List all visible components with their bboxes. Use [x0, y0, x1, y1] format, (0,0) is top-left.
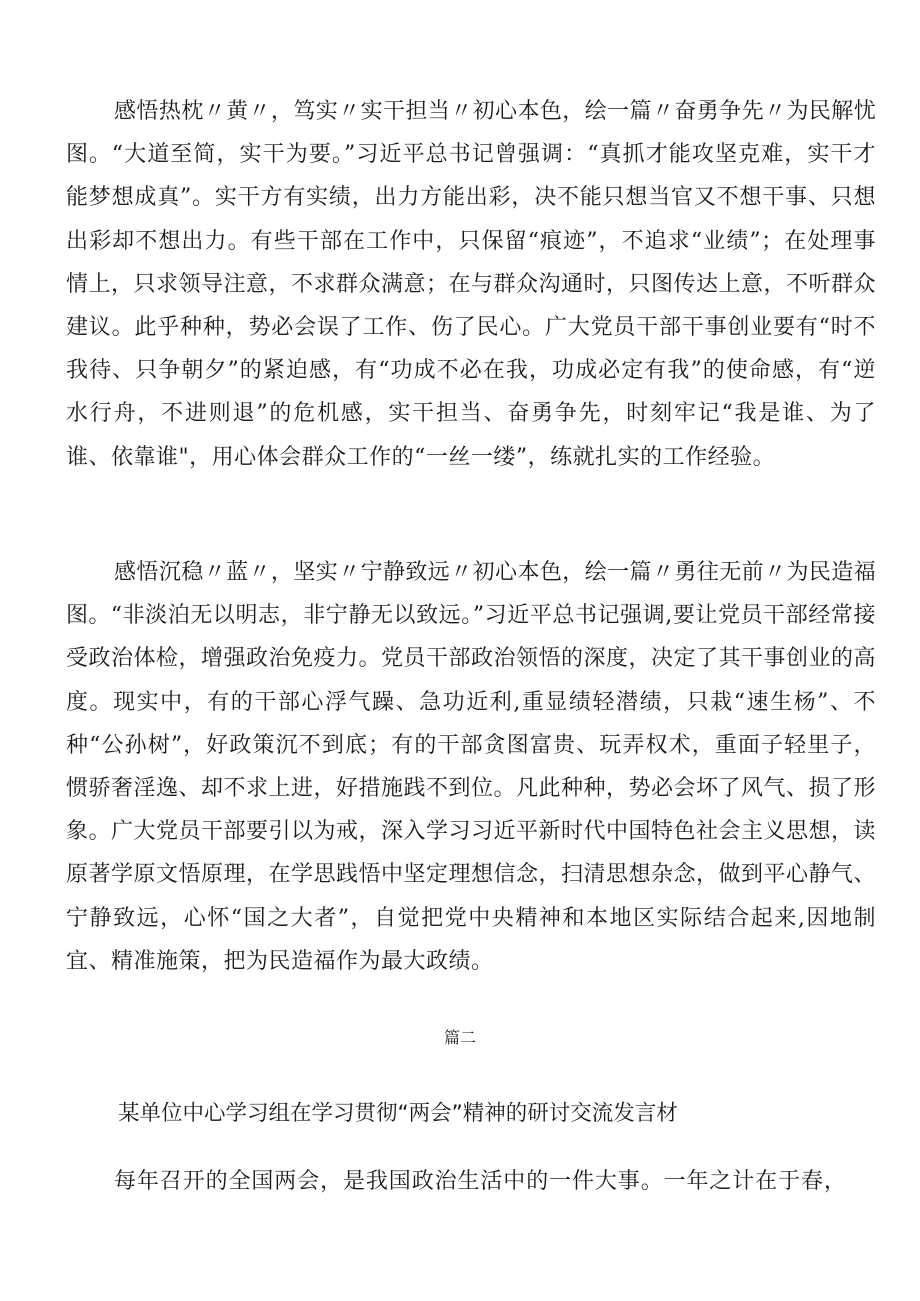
- closing-paragraph: 每年召开的全国两会，是我国政治生活中的一件大事。一年之计在于春，: [114, 1169, 847, 1194]
- paragraph-2-body: “非淡泊无以明志，非宁静无以致远。”习近平总书记强调,要让党员干部经常接受政治体检，增强政治免疫力。党员干部政治领悟的深度，决定了其干事创业的高度。现实中，有的干部心浮气躁、急功近利,重显绩轻潜绩，只栽“速生杨”、不种“公孙树”，好政策沉不到底；有的干部贪图富贵、玩弄权术，重面子轻里子，惯骄奢淫逸、却不求上进，好措施践不到位。凡此种种，势必会坏了风气、损了形象。广大党员干部要引以为戒，深入学习习近平新时代中国特色社会主义思想，读原著学原文悟原理，在学思践悟中坚定理想信念，扫清思想杂念，做到平心静气、宁静致远，心怀“国之大者”，自觉把党中央精神和本地区实际结合起来,因地制宜、精准施策，把为民造福作为最大政绩。: [66, 603, 877, 974]
- paragraph-1-body: “大道至简，实干为要。”习近平总书记曾强调：“真抓才能攻坚克难，实干才能梦想成真”。实干方有实绩，出力方能出彩，决不能只想当官又不想干事、只想出彩却不想出力。有些干部在工作中，只保留“痕迹”，不追求“业绩”；在处理事情上，只求领导注意，不求群众满意；在与群众沟通时，只图传达上意，不听群众建议。此乎种种，势必会误了工作、伤了民心。广大党员干部干事创业要有“时不我待、只争朝夕”的紧迫感，有“功成不必在我，功成必定有我”的使命感，有“逆水行舟，不进则退”的危机感，实干担当、奋勇争先，时刻牢记“我是谁、为了谁、依靠谁"，用心体会群众工作的“一丝一缕”，练就扎实的工作经验。: [66, 142, 877, 470]
- section-label: 篇二: [443, 1028, 476, 1047]
- document-title: 某单位中心学习组在学习贯彻“两会”精神的研讨交流发言材: [118, 1101, 678, 1126]
- paragraph-2: [66, 551, 876, 983]
- paragraph-1: [66, 90, 876, 479]
- paragraph-2-heading: 感悟沉稳〃蓝〃，坚实〃宁静致远〃初心本色，绘一篇〃勇往无前〃为民造福图。: [66, 560, 876, 629]
- paragraph-1-heading: 感悟热枕〃黄〃，笃实〃实干担当〃初心本色，绘一篇〃奋勇争先〃为民解忧图。: [66, 99, 876, 168]
